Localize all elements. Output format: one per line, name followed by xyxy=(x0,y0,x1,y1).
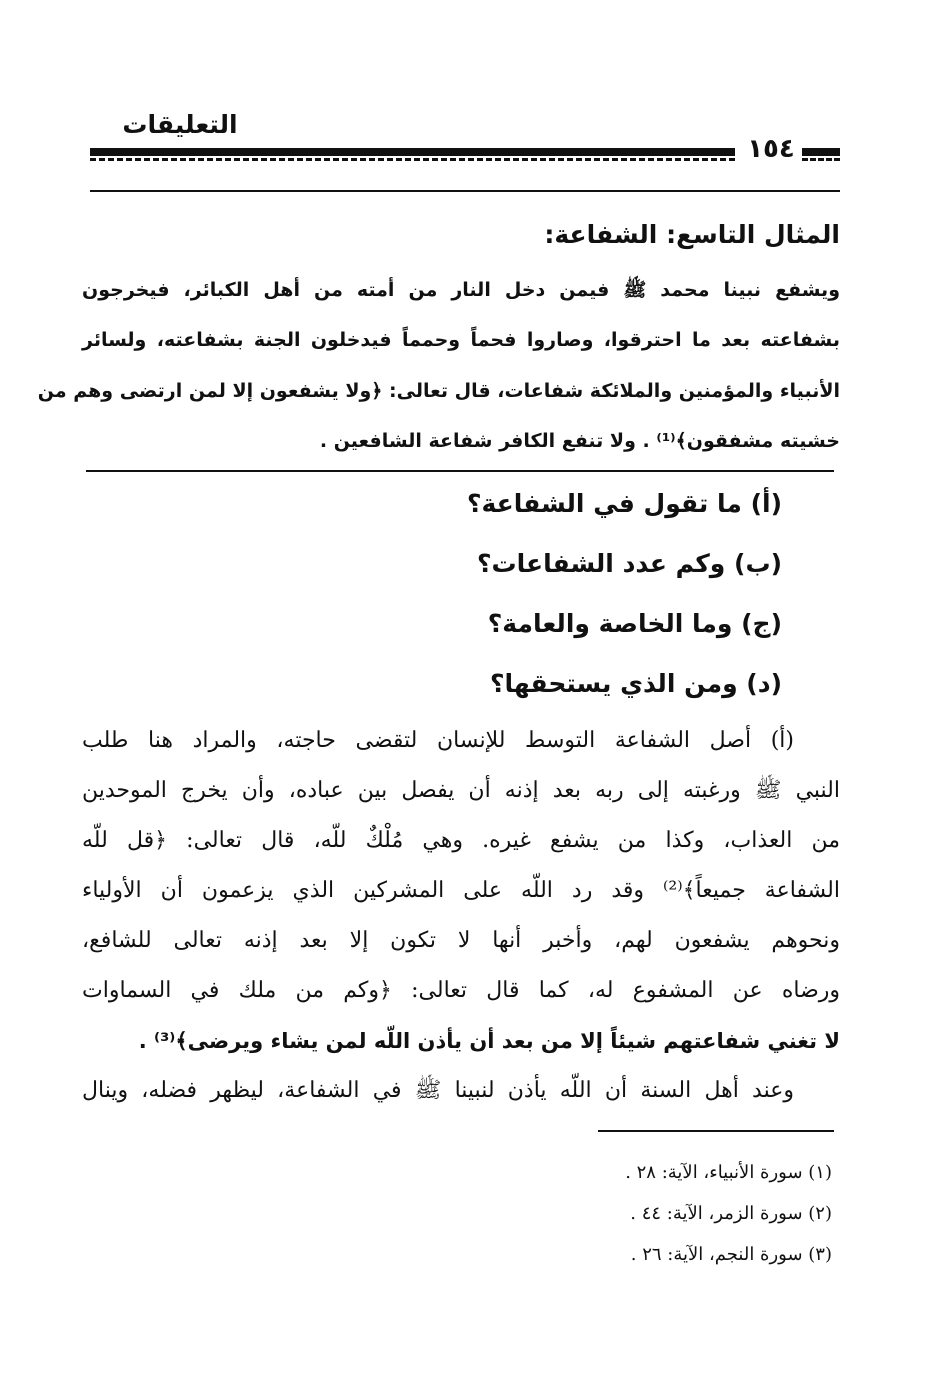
header-thick-rule xyxy=(90,148,735,156)
answer-line-5: ونحوهم يشفعون لهم، وأخبر أنها لا تكون إلا بعد إذنه تعالى للشافع، xyxy=(82,928,840,953)
section-heading: المثال التاسع: الشفاعة: xyxy=(544,220,840,249)
header-ornament-rule xyxy=(90,146,840,168)
questions-list xyxy=(82,474,782,714)
question-c: (ج) وما الخاصة والعامة؟ xyxy=(487,609,782,638)
question-d: (د) ومن الذي يستحقها؟ xyxy=(489,669,782,698)
example-line-4: خشيته مشفقون﴾⁽¹⁾ . ولا تنفع الكافر شفاعة الشافعين . xyxy=(319,430,840,452)
answer-line-8: وعند أهل السنة أن اللّه يأذن لنبينا ﷺ في الشفاعة، ليظهر فضله، وينال xyxy=(82,1078,794,1103)
example-line-1: ويشفع نبينا محمد ﷺ فيمن دخل النار من أمته من أهل الكبائر، فيخرجون xyxy=(82,279,840,301)
footnotes xyxy=(400,1152,832,1275)
header-thick-rule-right xyxy=(802,148,840,156)
question-a: (أ) ما تقول في الشفاعة؟ xyxy=(466,489,782,518)
answer-line-1: (أ) أصل الشفاعة التوسط للإنسان لتقضى حاجته، والمراد هنا طلب xyxy=(82,728,794,753)
answer-line-7: لا تغني شفاعتهم شيئاً إلا من بعد أن يأذن اللّه لمن يشاء ويرضى﴾⁽³⁾ . xyxy=(138,1029,840,1053)
answer-line-3: من العذاب، وكذا من يشفع غيره. وهي مُلْكٌ للّه، قال تعالى: ﴿قل للّه xyxy=(82,828,840,853)
header-dashed-rule xyxy=(90,158,735,161)
section-divider xyxy=(86,470,834,472)
question-b: (ب) وكم عدد الشفاعات؟ xyxy=(477,549,782,578)
example-line-3: الأنبياء والمؤمنين والملائكة شفاعات، قال تعالى: ﴿ولا يشفعون إلا لمن ارتضى وهم من xyxy=(37,380,840,402)
answer-line-6: ورضاه عن المشفوع له، كما قال تعالى: ﴿وكم من ملك في السماوات xyxy=(82,978,840,1003)
header-bottom-rule xyxy=(90,190,840,192)
page-number: ١٥٤ xyxy=(747,134,795,164)
answer-line-4: الشفاعة جميعاً﴾⁽²⁾ وقد رد اللّه على المشركين الذي يزعمون أن الأولياء xyxy=(82,878,840,903)
header-dashed-rule-right xyxy=(802,158,840,161)
running-header-title: التعليقات xyxy=(122,110,238,139)
footnote-3: (٣) سورة النجم، الآية: ٢٦ . xyxy=(630,1244,832,1265)
example-line-2: بشفاعته بعد ما احترقوا، وصاروا فحماً وحمماً فيدخلون الجنة بشفاعته، ولسائر xyxy=(82,329,840,351)
footnote-2: (٢) سورة الزمر، الآية: ٤٤ . xyxy=(630,1203,832,1224)
answer-line-2: النبي ﷺ ورغبته إلى ربه بعد إذنه أن يفصل بين عباده، وأن يخرج الموحدين xyxy=(82,778,840,803)
footnote-1: (١) سورة الأنبياء، الآية: ٢٨ . xyxy=(625,1162,832,1183)
footnote-divider xyxy=(598,1130,834,1132)
